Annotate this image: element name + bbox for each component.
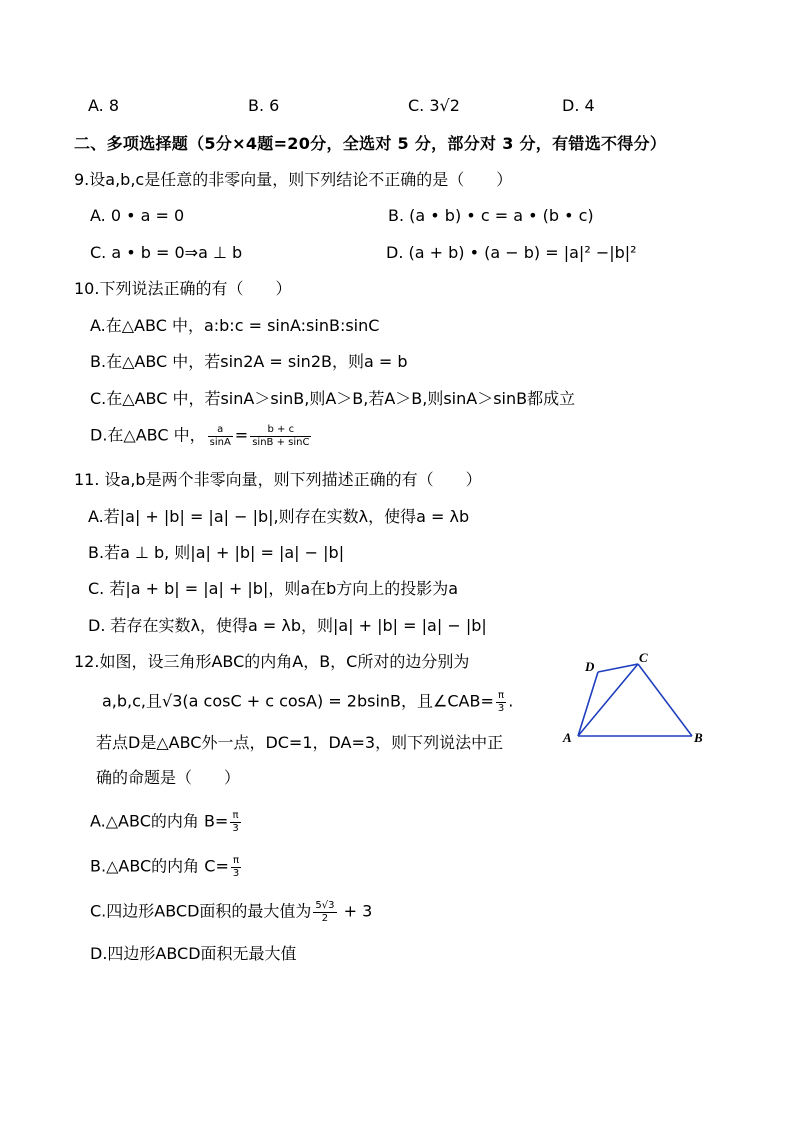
q10-option-c: C.在△ABC 中，若sinA＞sinB,则A＞B,若A＞B,则sinA＞sinB都成立: [90, 389, 576, 408]
q8-option-a: A. 8: [88, 96, 120, 115]
q9-option-b: B. (a • b) • c = a • (b • c): [388, 206, 594, 225]
q8-option-d: D. 4: [562, 96, 595, 115]
segment-ad: [578, 672, 598, 736]
q12-option-c-fraction: [313, 900, 336, 924]
q12-option-b-fraction: [231, 855, 241, 879]
q9-option-a: A. 0 • a = 0: [90, 206, 185, 225]
vertex-label-a: A: [563, 730, 572, 745]
q12-stem-line2-end: .: [508, 691, 514, 711]
q12-option-d: D.四边形ABCD面积无最大值: [90, 944, 297, 963]
q12-triangle-figure: [560, 648, 710, 748]
q12-angle-fraction: [496, 690, 506, 714]
q12-stem-line4: 确的命题是（ ）: [96, 768, 241, 787]
q8-option-c: C. 3√2: [408, 96, 460, 115]
q10-option-a: A.在△ABC 中，a:b:c = sinA:sinB:sinC: [90, 316, 380, 335]
vertex-label-b: B: [694, 730, 703, 745]
q12-stem-line3: 若点D是△ABC外一点，DC=1，DA=3，则下列说法中正: [96, 733, 504, 752]
q10-d-equals: =: [234, 425, 249, 445]
q11-stem: 11. 设a,b是两个非零向量，则下列描述正确的有（ ）: [74, 470, 482, 489]
q10-option-b: B.在△ABC 中，若sin2A = sin2B，则a = b: [90, 352, 408, 371]
q10-d-prefix: D.在△ABC 中，: [90, 425, 206, 445]
fraction-numerator: b + c: [250, 424, 311, 437]
q12-option-c-text: C.四边形ABCD面积的最大值为: [90, 901, 312, 921]
q10-stem: 10.下列说法正确的有（ ）: [74, 279, 292, 298]
q11-option-a: A.若|a| + |b| = |a| − |b|,则存在实数λ，使得a = λb: [88, 507, 470, 526]
segment-ac: [578, 664, 638, 736]
q12-option-a: [90, 810, 243, 834]
q12-stem-line2: [102, 690, 513, 714]
q8-option-b: B. 6: [248, 96, 280, 115]
fraction-denominator: sinB + sinC: [252, 436, 310, 448]
fraction-denominator: 2: [321, 912, 329, 924]
q10-option-d: [90, 424, 313, 448]
q12-option-a-text: A.△ABC的内角 B=: [90, 811, 229, 831]
fraction-denominator: sinA: [209, 436, 231, 448]
q12-option-c: [90, 900, 372, 924]
vertex-label-c: C: [639, 650, 648, 665]
segment-cb: [638, 664, 692, 736]
vertex-label-d: D: [585, 659, 595, 674]
fraction-numerator: π: [496, 690, 506, 703]
q10-d-fraction-2: [250, 424, 311, 448]
fraction-denominator: 3: [497, 702, 505, 714]
q12-stem-line2-text: a,b,c,且√3(a cosC + c cosA) = 2bsinB，且∠CAB=: [102, 691, 494, 711]
fraction-denominator: 3: [232, 822, 239, 834]
q11-option-d: D. 若存在实数λ，使得a = λb，则|a| + |b| = |a| − |b|: [88, 616, 487, 635]
q12-option-b-text: B.△ABC的内角 C=: [90, 856, 229, 876]
q11-option-b: B.若a ⊥ b, 则|a| + |b| = |a| − |b|: [88, 543, 345, 562]
fraction-denominator: 3: [232, 867, 240, 879]
q9-option-d: D. (a + b) • (a − b) = |a|² −|b|²: [386, 243, 637, 262]
section2-heading: 二、多项选择题（5分×4题=20分，全选对 5 分，部分对 3 分，有错选不得分）: [74, 134, 667, 153]
q9-stem: 9.设a,b,c是任意的非零向量，则下列结论不正确的是（ ）: [74, 170, 513, 189]
q12-option-b: [90, 855, 243, 879]
q12-option-a-fraction: [230, 810, 240, 834]
q10-d-fraction-1: [208, 424, 233, 448]
q11-option-c: C. 若|a + b| = |a| + |b|，则a在b方向上的投影为a: [88, 579, 459, 598]
fraction-numerator: a: [208, 424, 233, 437]
fraction-numerator: 5√3: [315, 900, 335, 911]
q12-option-c-tail: + 3: [338, 901, 373, 921]
fraction-numerator: π: [230, 810, 240, 823]
q12-stem-line1: 12.如图，设三角形ABC的内角A，B，C所对的边分别为: [74, 652, 470, 671]
fraction-numerator: π: [231, 855, 241, 868]
q9-option-c: C. a • b = 0⇒a ⊥ b: [90, 243, 243, 262]
